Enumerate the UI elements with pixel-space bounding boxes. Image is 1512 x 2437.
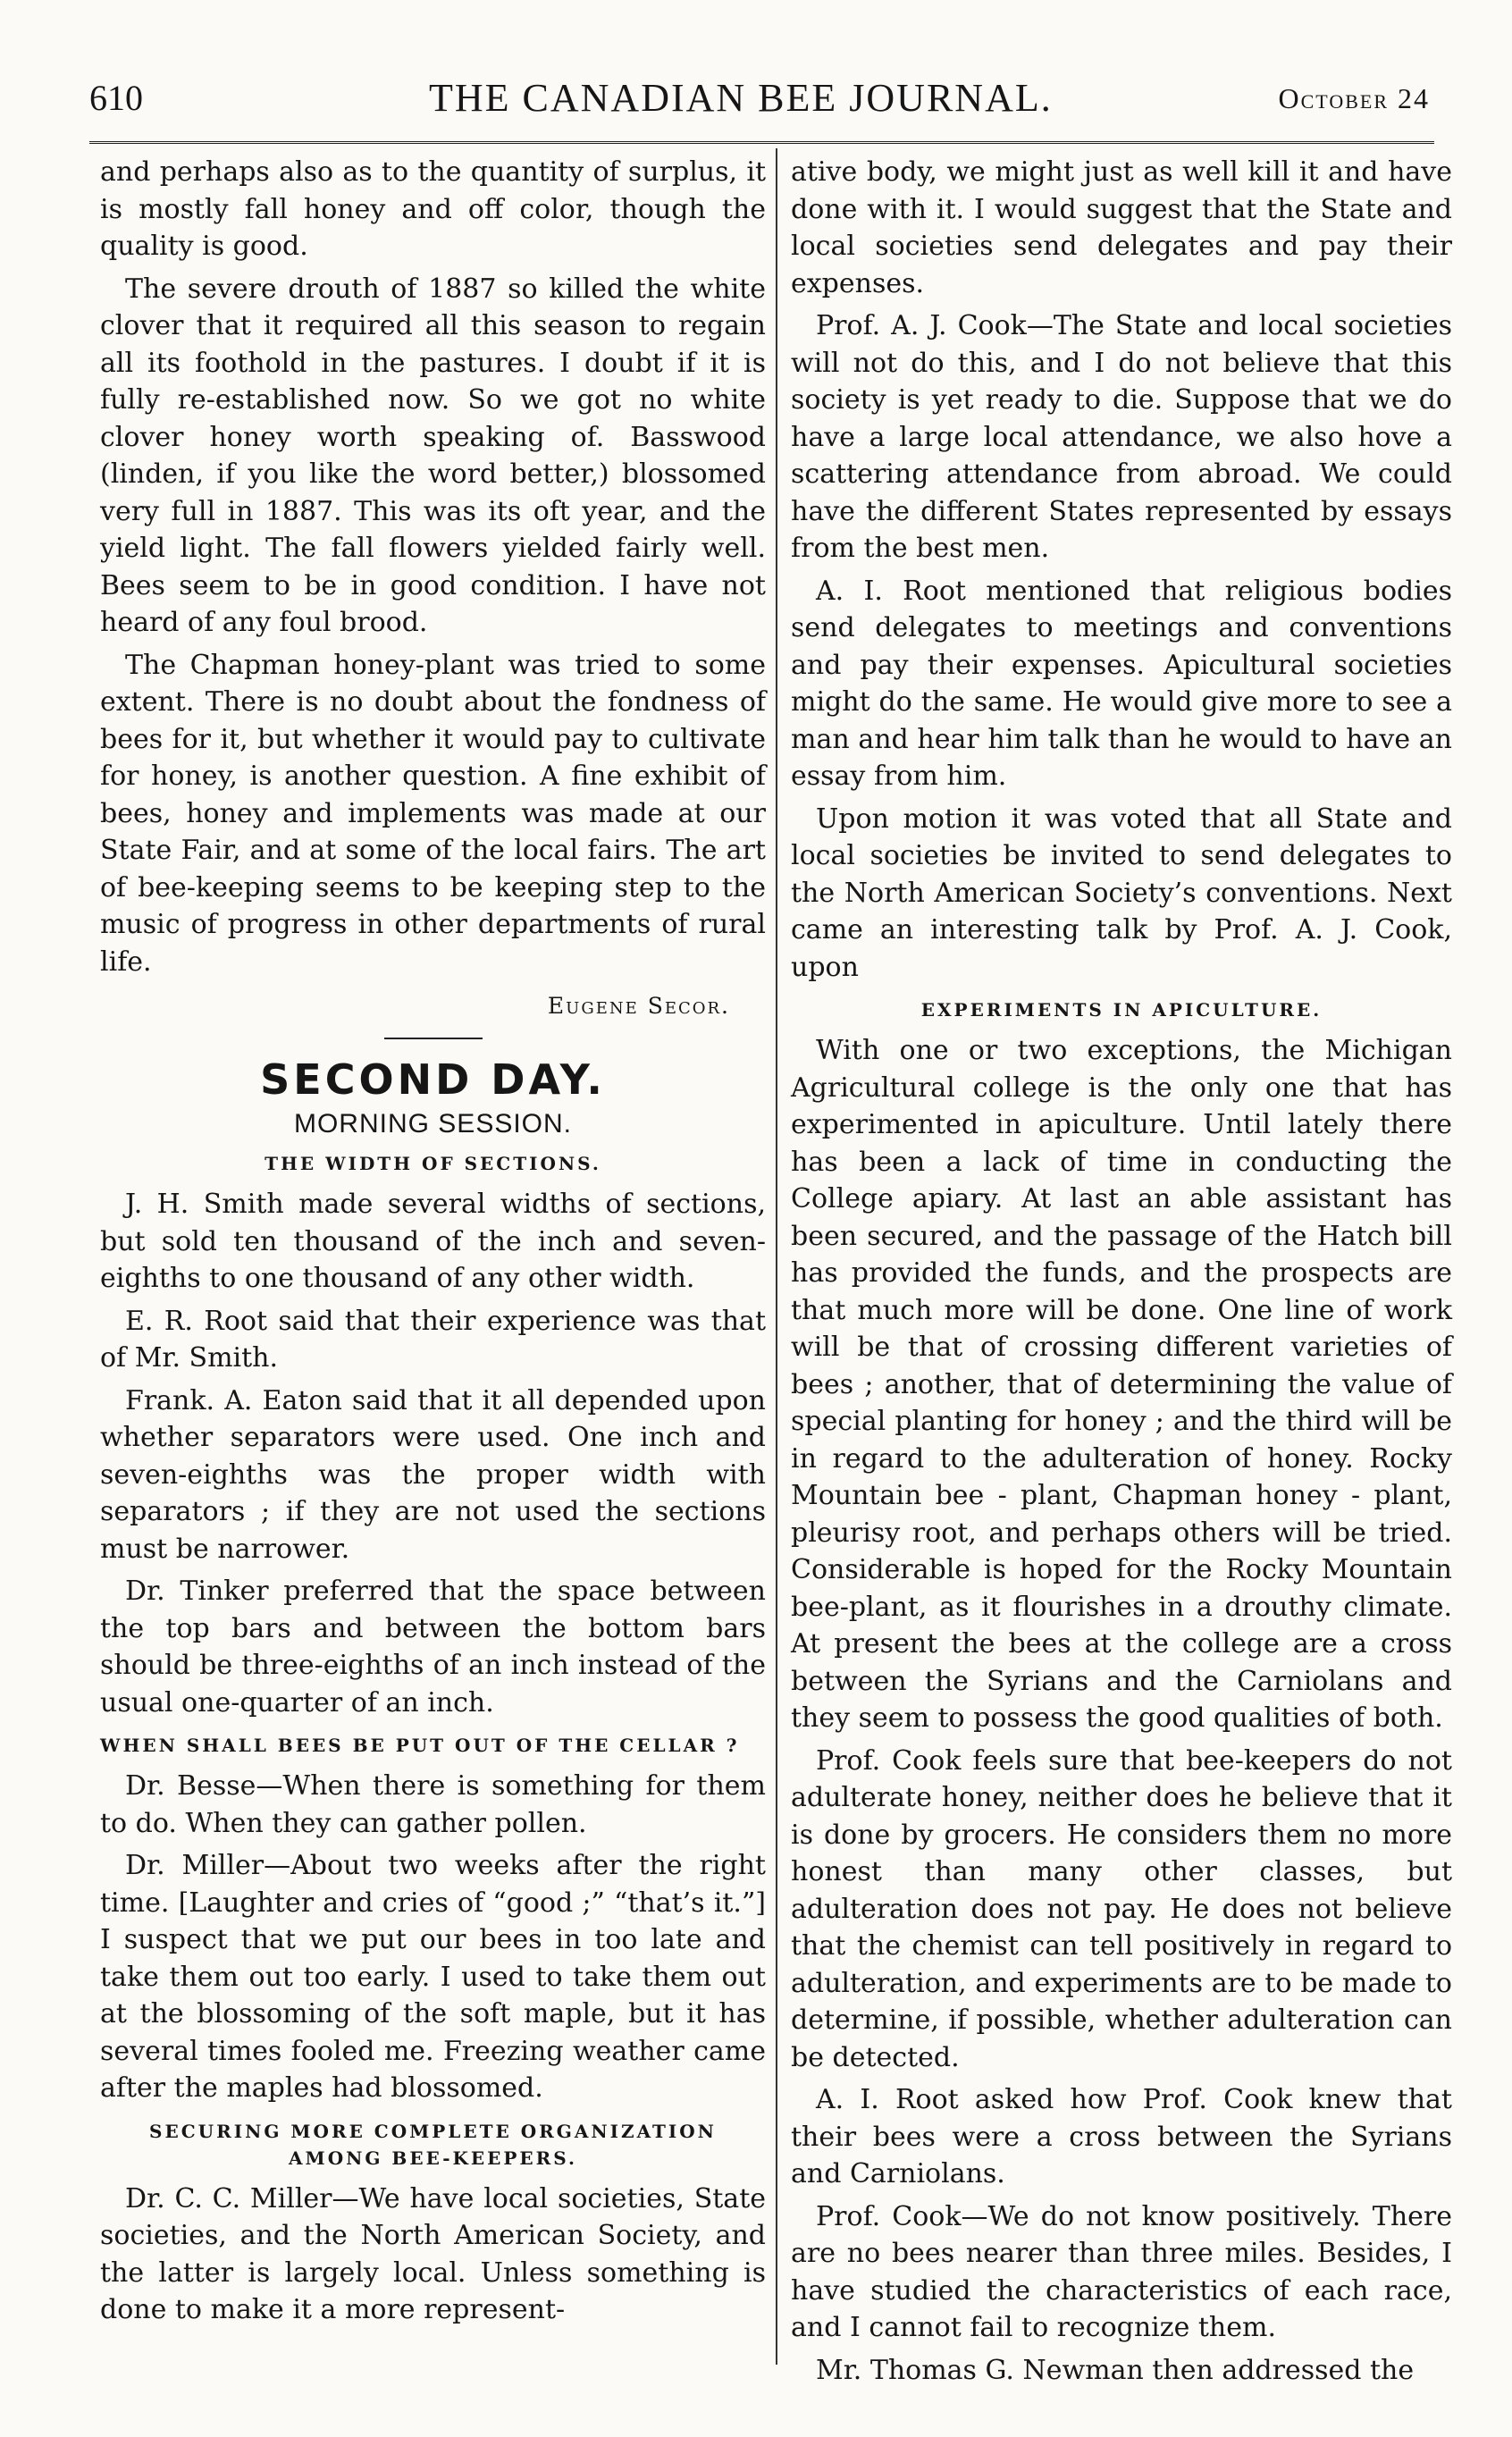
header-rule — [89, 141, 1434, 146]
paragraph: Upon motion it was voted that all State and local societies be invited to send delegates to the North American Society’s conventions. Next came an interesting talk by Prof. A. J. Cook, upon — [791, 803, 1452, 983]
session-heading: MORNING SESSION. — [293, 1109, 573, 1139]
right-column — [791, 154, 1452, 2394]
issue-date: October 24 — [1278, 82, 1430, 114]
paragraph: A. I. Root asked how Prof. Cook knew that their bees were a cross between the Syrians and Carniolans. — [791, 2084, 1452, 2189]
paragraph: Dr. Besse—When there is something for them to do. When they can gather pollen. — [100, 1770, 766, 1839]
paragraph: Mr. Thomas G. Newman then addressed the — [816, 2354, 1415, 2386]
paragraph: ative body, we might just as well kill it and have done with it. I would suggest that the State and local societies send delegates and pay their expenses. — [791, 156, 1452, 299]
left-column — [100, 154, 766, 2334]
column-divider — [776, 148, 777, 2365]
paragraph: Dr. C. C. Miller—We have local societies, State societies, and the North American Society, and the latter is largely local. Unless something is done to make it a more represent- — [100, 2182, 766, 2325]
paragraph: and perhaps also as to the quantity of surplus, it is mostly fall honey and off color, though the quality is good. — [100, 156, 766, 262]
journal-title: THE CANADIAN BEE JOURNAL. — [429, 76, 1053, 120]
page-number: 610 — [89, 78, 143, 118]
section-divider — [384, 1038, 483, 1039]
paragraph: Frank. A. Eaton said that it all depended upon whether separators were used. One inch and seven-eighths was the proper width with separators ; if they are not used the sections must be narrower. — [100, 1384, 766, 1565]
subheading: SECURING MORE COMPLETE ORGANIZATION AMONG BEE-KEEPERS. — [149, 2120, 717, 2169]
paragraph: J. H. Smith made several widths of sections, but sold ten thousand of the inch and seven-eighths to one thousand of any other width. — [100, 1189, 766, 1294]
paragraph: Dr. Miller—About two weeks after the right time. [Laughter and cries of “good ;” “that’s it.”] I suspect that we put our bees in too late and take them out too early. I used to take them out at the blossoming of the soft maple, but it has several times fooled me. Freezing weather came after the maples had blossomed. — [100, 1850, 766, 2104]
paragraph: Prof. Cook feels sure that bee-keepers do not adulterate honey, neither does he believe that it is done by grocers. He considers them no more honest than many other classes, but adulteration does not pay. He does not believe that the chemist can tell positively in regard to adulteration, and experiments are to be made to determine, if possible, whether adulteration can be detected. — [791, 1744, 1452, 2073]
paragraph: E. R. Root said that their experience was that of Mr. Smith. — [100, 1305, 766, 1374]
subheading: WHEN SHALL BEES BE PUT OUT OF THE CELLAR ? — [100, 1735, 740, 1756]
paragraph: With one or two exceptions, the Michigan Agricultural college is the only one that has experimented in apiculture. Until lately there has been a lack of time in conducting the College apiary. At last an able assistant has been secured, and the passage of the Hatch bill has provided the funds, and the prospects are that much more will be done. One line of work will be that of crossing different varieties of bees ; another, that of determining the value of special planting for honey ; and the third will be in regard to the adulteration of honey. Rocky Mountain bee - plant, Chapman honey - plant, pleurisy root, and perhaps others will be tried. Considerable is hoped for the Rocky Mountain bee-plant, as it flourishes in a drouthy climate. At present the bees at the college are a cross between the Syrians and the Carniolans and they seem to possess the good qualities of both. — [791, 1035, 1452, 1734]
day-heading: SECOND DAY. — [260, 1055, 606, 1104]
paragraph: The Chapman honey-plant was tried to some extent. There is no doubt about the fondness of bees for it, but whether it would pay to cultivate for honey, is another question. A fine exhibit of bees, honey and implements was made at our State Fair, and at some of the local fairs. The art of bee-keeping seems to be keeping step to the music of progress in other departments of rural life. — [100, 649, 766, 978]
paragraph: A. I. Root mentioned that religious bodies send delegates to meetings and conventions and pay their expenses. Apicultural societies might do the same. He would give more to see a man and hear him talk than he would to have an essay from him. — [791, 575, 1452, 792]
page-header — [89, 70, 1430, 132]
subheading: THE WIDTH OF SECTIONS. — [265, 1153, 601, 1174]
author-signature: Eugene Secor. — [547, 993, 730, 1019]
paragraph: Dr. Tinker preferred that the space between the top bars and between the bottom bars should be three-eighths of an inch instead of the usual one-quarter of an inch. — [100, 1576, 766, 1719]
paragraph: The severe drouth of 1887 so killed the white clover that it required all this season to regain all its foothold in the pastures. I doubt if it is fully re-established now. So we got no white clover honey worth speaking of. Basswood (linden, if you like the word better,) blossomed very full in 1887. This was its oft year, and the yield light. The fall flowers yielded fairly well. Bees seem to be in good condition. I have not heard of any foul brood. — [100, 273, 766, 638]
paragraph: Prof. Cook—We do not know positively. There are no bees nearer than three miles. Besides, I have studied the characteristics of each race, and I cannot fail to recognize them. — [791, 2200, 1452, 2343]
paragraph: Prof. A. J. Cook—The State and local societies will not do this, and I do not believe that this society is yet ready to die. Suppose that we do have a large local attendance, we also hove a scattering attendance from abroad. We could have the different States represented by essays from the best men. — [791, 310, 1452, 564]
subheading: EXPERIMENTS IN APICULTURE. — [920, 999, 1323, 1021]
